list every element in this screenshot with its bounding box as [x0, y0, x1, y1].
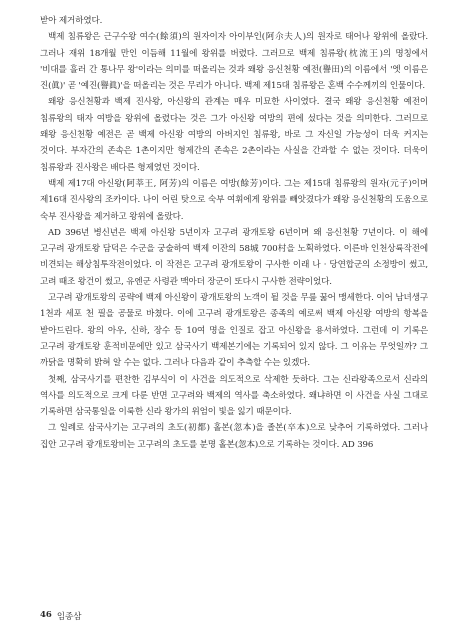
paragraph: 받아 제거하였다. [40, 16, 103, 26]
paragraph: AD 396년 병신년은 백제 아신왕 5년이자 고구려 광개토왕 6년이며 왜 응신천황 7년이다. 이 해에 고구려 광개토왕 담덕은 수군을 궁술하여 백제 이잔의 58城 700村을 노획하였다. 이른바 인천상륙작전에 비견되는 해상침투작전이었다. 이 작전은 고구려 광개토왕이 구사한 이래 나 · 당연합군의 소정방이 썼고, 고려 때조 왕건이 썼고, 유엔군 사령관 맥아더 장군이 또다시 구사한 전략이었다. [40, 227, 428, 287]
page-footer [40, 610, 81, 622]
paragraph: 백제 침류왕은 근구수왕 여수(餘須)의 원자이자 아이부인(阿尒夫人)의 원자로 태어나 왕위에 올랐다. 그러나 재위 18개월 만인 이듬해 11월에 왕위를 버렸다. 그러므로 백제 침류왕(枕流王)의 명칭에서 '비대를 흘러 간 통나무 왕'이라는 의미를 떠올리는 것과 왜왕 응신천황 예전(譽田)의 이름에서 '엣 이름은 진(眞)' 곧 '예진(譽眞)'을 떠올리는 것은 무리가 아니다. 백제 제15대 침류왕은 혼백 수수께끼의 인물이다. [40, 32, 428, 92]
paragraph: 왜왕 응신천황과 백제 진사왕, 아신왕의 관계는 매우 미묘한 사이였다. 결국 왜왕 응신천황 예전이 침류왕의 태자 여방을 왕위에 올렸다는 것은 그가 아신왕 여방의 편에 섰다는 것을 의미한다. 그러므로 왜왕 응신천황 예전은 곧 백제 아신왕 여방의 아버지인 침류왕, 바로 그 자신일 가능성이 더욱 커지는 것이다. 부자간의 존속은 1촌이지만 형제간의 존속은 2촌이라는 사실을 간과할 수 없는 것이다. 더욱이 침류왕과 진사왕은 배다른 형제였던 것이다. [40, 97, 428, 173]
author-name: 임종삼 [56, 612, 82, 622]
paragraph: 고구려 광개토왕의 공략에 백제 아신왕이 광개토왕의 노객이 될 것을 무릎 꿇어 맹세한다. 이어 남녀생구 1천과 세포 천 필을 공물로 바쳤다. 이에 고구려 광개토왕은 종족의 예로써 백제 아신왕 여방의 항복을 받아드린다. 왕의 아우, 신하, 장수 등 10여 명을 인질로 잡고 아신왕을 용서하였다. 그런데 이 기록은 고구려 광개토왕 훈적비문에만 있고 삼국사기 백제본기에는 기록되어 있지 않다. 그 이유는 무엇일까? 그 까닭을 명확히 밝혀 알 수는 없다. 그러나 다음과 같이 추측할 수는 있겠다. [40, 293, 428, 369]
paragraph: 첫째, 삼국사기를 편찬한 김부식이 이 사건을 의도적으로 삭제한 듯하다. 그는 신라왕족으로서 신라의 역사를 의도적으로 크게 다룬 반면 고구려와 백제의 역사를 축소하였다. 왜냐하면 이 사건을 사실 그대로 기록하면 삼국통일을 이룩한 신라 왕가의 위엄이 빛을 잃기 때문이다. [40, 374, 428, 418]
page-number: 46 [40, 610, 52, 620]
paragraph: 백제 제17대 아신왕(阿莘王, 阿芳)의 이름은 여방(餘芳)이다. 그는 제15대 침류왕의 원자(元子)이며 제16대 진사왕의 조카이다. 나이 어린 탓으로 숙부 여휘에게 왕위를 빼앗겼다가 왜왕 응신천황의 도움으로 숙부 진사왕을 제거하고 왕위에 올랐다. [40, 178, 428, 222]
paragraph: 그 일례로 삼국사기는 고구려의 초도(初都) 홀본(忽本)을 졸본(卒本)으로 낮추어 기록하였다. 그러나 집안 고구려 광개토왕비는 고구려의 초도를 분명 홀본(忽本)으로 기록하는 것이다. AD 396 [40, 423, 428, 450]
body-text [40, 13, 428, 453]
